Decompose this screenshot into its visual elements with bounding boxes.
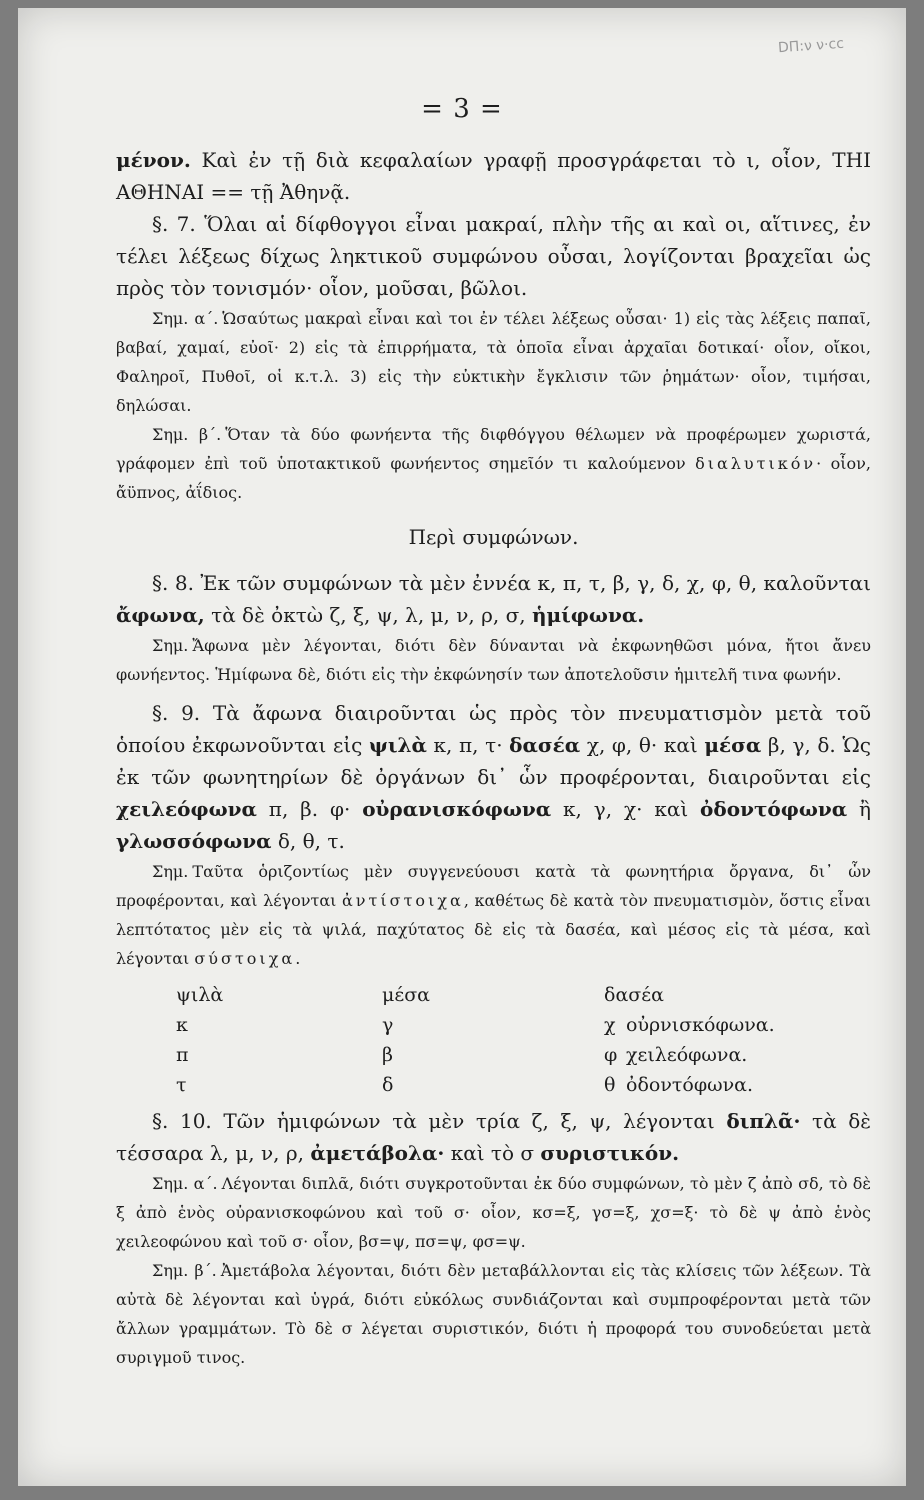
bold-term: ὀδοντόφωνα [700, 797, 848, 821]
row-label: οὐρνισκόφωνα. [626, 1014, 775, 1036]
bold-term: χειλεόφωνα [116, 797, 257, 821]
note-text: Ἄφωνα μὲν λέγονται, διότι δὲν δύνανται νὰ ἐκφωνηθῶσι μόνα, ἤτοι ἄνευ φωνήεντος. Ἡμίφωνα δὲ, διότι εἰς τὴν ἐκφώνησίν των ἀποτελοῦσιν ἡμιτελῆ τινα φωνήν. [116, 636, 871, 684]
paragraph-text: καὶ τὸ σ [444, 1141, 541, 1165]
spaced-term: ἀντίστοιχα [342, 891, 464, 910]
bold-term: ἄφωνα, [116, 603, 205, 627]
paragraph-text: τὰ δὲ ὀκτὼ ζ, ξ, ψ, λ, μ, ν, ρ, σ, [204, 603, 532, 627]
table-cell: γ [382, 1014, 394, 1036]
paragraph-text: ἢ [847, 797, 872, 821]
section-mark: §. 10. [152, 1109, 212, 1133]
book-page [18, 8, 906, 1486]
section-mark: §. 9. [152, 701, 201, 725]
paragraph-text: Ὅλαι αἱ δίφθογγοι εἶναι μακραί, πλὴν τῆς αι καὶ οι, αἵτινες, ἐν τέλει λέξεως δίχως ληκτικοῦ συμφώνου οὖσαι, λογίζονται βραχεῖαι ὡς πρὸς τὸν τονισμόν· οἷον, μοῦσαι, βῶλοι. [116, 212, 871, 300]
paragraph-text: κ, π, τ· [426, 733, 510, 757]
page-text [116, 144, 871, 1372]
bold-term: δασέα [509, 733, 581, 757]
section-10 [116, 1105, 871, 1169]
bold-term: συριστικόν. [540, 1141, 680, 1165]
note-4 [116, 857, 871, 973]
note-2 [116, 420, 871, 507]
bold-term: μέσα [704, 733, 762, 757]
table-cell: β [382, 1044, 393, 1066]
table-cell: κ [176, 1014, 188, 1036]
spaced-term: διαλυτικόν [695, 454, 817, 473]
paragraph-text: Τὰ ἄφωνα διαιροῦνται ὡς πρὸς τὸν πνευματισμὸν μετὰ τοῦ ὁποίου ἐκφωνοῦνται εἰς [116, 701, 872, 757]
table-cell: χ [604, 1014, 616, 1036]
note-text: Ταῦτα ὁριζοντίως μὲν συγγενεύουσι κατὰ τὰ φωνητήρια ὄργανα, δι᾽ ὧν προφέρονται, καὶ λέγονται [116, 862, 871, 910]
bold-term: ἡμίφωνα. [531, 603, 645, 627]
paragraph-text: π, β. φ· [256, 797, 363, 821]
paragraph-text: χ, φ, θ· καὶ [580, 733, 705, 757]
consonant-table [116, 979, 871, 1105]
paragraph-text: κ, γ, χ· καὶ [551, 797, 701, 821]
note-1 [116, 304, 871, 420]
note-text: Λέγονται διπλᾶ, διότι συγκροτοῦνται ἐκ δύο συμφώνων, τὸ μὲν ζ ἀπὸ σδ, τὸ δὲ ξ ἀπὸ ἑνὸς οὐρανισκοφώνου καὶ τοῦ σ· οἷον, κσ=ξ, γσ=ξ, χσ=ξ· τὸ δὲ ψ ἀπὸ ἑνὸς χειλεοφώνου καὶ τοῦ σ· οἷον, βσ=ψ, πσ=ψ, φσ=ψ. [116, 1174, 872, 1251]
bold-term: οὐρανισκόφωνα [362, 797, 552, 821]
table-cell: φ [604, 1044, 618, 1066]
paragraph-text: τὰ δὲ τέσσαρα λ, μ, ν, ρ, [116, 1109, 871, 1165]
note-label: Σημ. β΄. [152, 425, 222, 444]
bold-term: γλωσσόφωνα [116, 829, 272, 853]
bold-term: ἀμετάβολα· [310, 1141, 445, 1165]
note-text: Ἀμετάβολα λέγονται, διότι δὲν μεταβάλλονται εἰς τὰς κλίσεις τῶν λέξεων. Τὰ αὐτὰ δὲ λέγονται καὶ ὑγρά, διότι εὐκόλως συνδιάζονται καὶ συμπροφέρονται μετὰ τῶν ἄλλων γραμμάτων. Τὸ δὲ σ λέγεται συριστικόν, διότι ἡ προφορά του συνοδεύεται μετὰ συριγμοῦ τινος. [116, 1261, 871, 1367]
section-heading: Περὶ συμφώνων. [408, 525, 579, 549]
note-5 [116, 1169, 871, 1256]
paragraph-text: δ, θ, τ. [271, 829, 345, 853]
section-mark: §. 8. [152, 571, 194, 595]
column-header: δασέα [604, 984, 664, 1006]
bold-term: ψιλὰ [369, 733, 427, 757]
column-header: ψιλὰ [176, 984, 224, 1006]
table-cell: π [176, 1044, 189, 1066]
bold-term: μένον. [116, 148, 191, 172]
paragraph-text: β, γ, δ. Ὡς ἐκ τῶν φωνητηρίων δὲ ὀργάνων δι᾽ ὧν προφέρονται, διαιροῦνται εἰς [116, 733, 872, 789]
row-label: ὀδοντόφωνα. [626, 1074, 754, 1096]
note-label: Σημ. β΄. [152, 1261, 217, 1280]
section-mark: §. 7. [152, 212, 196, 236]
spaced-term: σύστοιχα [194, 949, 296, 968]
section-9 [116, 697, 871, 857]
page-number: = 3 = [421, 94, 503, 124]
bold-term: διπλᾶ· [726, 1109, 801, 1133]
paragraph-text: Καὶ ἐν τῇ διὰ κεφαλαίων γραφῇ προσγράφεται τὸ ι, οἷον, ΤΗΙ ΑΘΗΝΑΙ == τῇ Ἀθηνᾷ. [116, 148, 871, 204]
row-label: χειλεόφωνα. [626, 1044, 748, 1066]
section-8 [116, 567, 871, 631]
note-label: Σημ. α΄. [152, 309, 219, 328]
table-cell: τ [176, 1074, 187, 1096]
column-mesa [382, 979, 430, 1099]
note-label: Σημ. [152, 862, 189, 881]
note-text: . [295, 949, 301, 968]
note-text: Ὡσαύτως μακραὶ εἶναι καὶ τοι ἐν τέλει λέξεως οὖσαι· 1) εἰς τὰς λέξεις παπαῖ, βαβαί, χαμαί, εὐοῖ· 2) εἰς τὰ ἐπιρρήματα, τὰ ὁποῖα εἶναι ἀρχαῖαι δοτικαί· οἷον, οἴκοι, Φαληροῖ, Πυθοῖ, οἱ κ.τ.λ. 3) εἰς τὴν εὐκτικὴν ἔγκλισιν τῶν ῥημάτων· οἷον, τιμήσαι, δηλώσαι. [116, 309, 872, 415]
note-6 [116, 1256, 871, 1372]
section-7 [116, 208, 871, 304]
pencil-mark: DΠ:ν ν·ϲc [777, 35, 845, 57]
note-text: Ὅταν τὰ δύο φωνήεντα τῆς διφθόγγου θέλωμεν νὰ προφέρωμεν χωριστά, γράφομεν ἐπὶ τοῦ ὑποτακτικοῦ φωνήεντος σημεῖόν τι καλούμενον [116, 425, 871, 473]
note-text: · οἷον, ἄϋπνος, ἀΐδιος. [116, 454, 871, 502]
note-label: Σημ. α΄. [152, 1174, 218, 1193]
paragraph-continuation [116, 144, 871, 208]
table-cell: δ [382, 1074, 394, 1096]
column-psila [176, 979, 223, 1099]
note-3 [116, 631, 871, 689]
note-text: , καθέτως δὲ κατὰ τὸν πνευματισμὸν, ὅστις εἶναι λεπτότατος μὲν εἰς τὰ ψιλά, παχύτατος δὲ εἰς τὰ δασέα, καὶ μέσος εἰς τὰ μέσα, καὶ λέγονται [116, 891, 871, 968]
paragraph-text: Τῶν ἡμιφώνων τὰ μὲν τρία ζ, ξ, ψ, λέγονται [211, 1109, 727, 1133]
paragraph-text: Ἐκ τῶν συμφώνων τὰ μὲν ἐννέα κ, π, τ, β, γ, δ, χ, φ, θ, καλοῦνται [193, 571, 872, 595]
table-cell: θ [604, 1074, 616, 1096]
column-header: μέσα [382, 984, 430, 1006]
column-labels [626, 979, 775, 1099]
note-label: Σημ. [152, 636, 189, 655]
